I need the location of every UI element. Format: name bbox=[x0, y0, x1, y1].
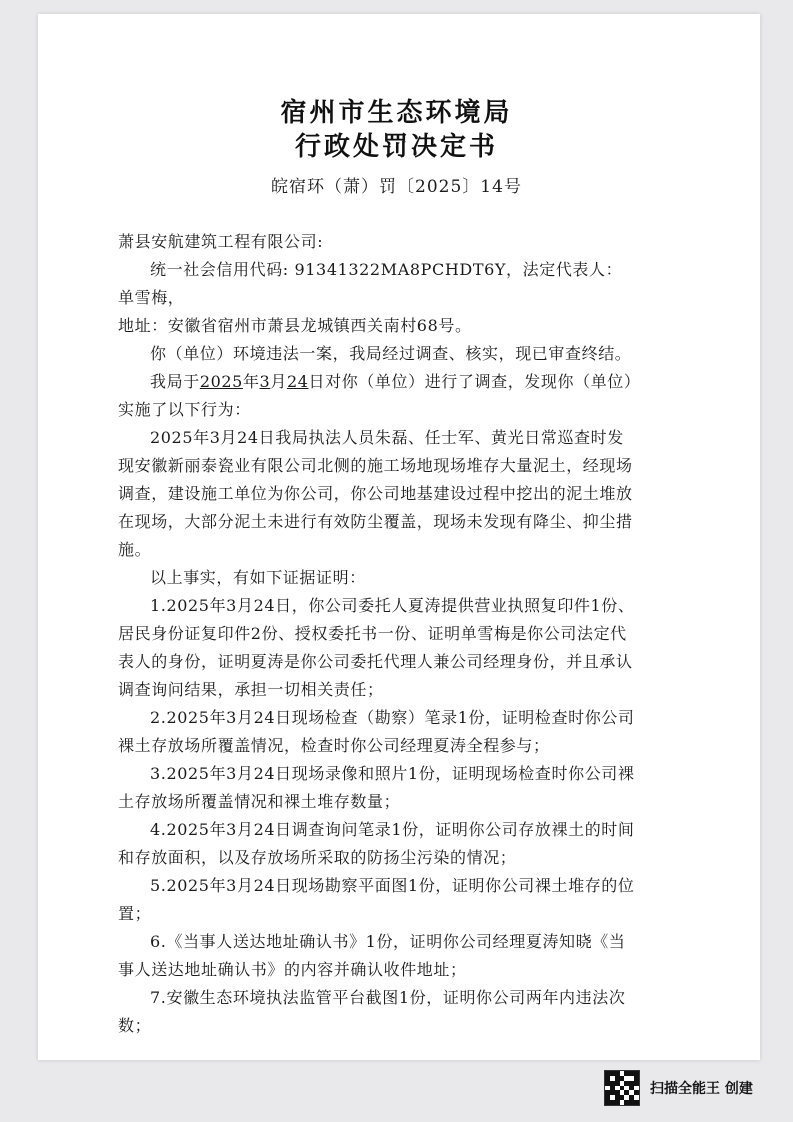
document-title-line2: 行政处罚决定书 bbox=[294, 132, 498, 162]
evidence-item: 4.2025年3月24日调查询问笔录1份，证明你公司存放裸土的时间和存放面积，以及存放场所采取的防扬尘污染的情况； bbox=[118, 820, 635, 867]
addressee: 萧县安航建筑工程有限公司: bbox=[118, 232, 324, 251]
investigation-year: 2025 bbox=[199, 372, 243, 391]
evidence-item: 7.安徽生态环境执法监管平台截图1份，证明你公司两年内违法次数； bbox=[118, 988, 626, 1035]
address-line: 地址：安徽省宿州市萧县龙城镇西关南村68号。 bbox=[118, 316, 472, 335]
evidence-item: 2.2025年3月24日现场检查（勘察）笔录1份，证明检查时你公司裸土存放场所覆盖情况，检查时你公司经理夏涛全程参与； bbox=[118, 708, 635, 755]
document-body bbox=[118, 228, 638, 1040]
investigation-day: 24 bbox=[286, 372, 309, 391]
evidence-item: 3.2025年3月24日现场录像和照片1份，证明现场检查时你公司裸土存放场所覆盖情况和裸土堆存数量； bbox=[118, 764, 635, 811]
investigation-paragraph: 我局于2025年3月24日对你（单位）进行了调查，发现你（单位）实施了以下行为： bbox=[118, 372, 633, 419]
case-intro: 你（单位）环境违法一案，我局经过调查、核实，现已审查终结。 bbox=[150, 344, 632, 363]
evidence-item: 5.2025年3月24日现场勘察平面图1份，证明你公司裸土堆存的位置； bbox=[118, 876, 635, 923]
investigation-month: 3 bbox=[259, 372, 271, 391]
credit-code-line: 统一社会信用代码: 91341322MA8PCHDT6Y，法定代表人：单雪梅， bbox=[118, 260, 623, 307]
scanner-watermark bbox=[604, 1070, 753, 1106]
document-title-line1: 宿州市生态环境局 bbox=[280, 98, 513, 128]
facts-paragraph: 2025年3月24日我局执法人员朱磊、任士军、黄光日常巡查时发现安徽新丽泰瓷业有限公司北侧的施工场地现场堆存大量泥土，经现场调查，建设施工单位为你公司，你公司地基建设过程中挖出的泥土堆放在现场，大部分泥土未进行有效防尘覆盖，现场未发现有降尘、抑尘措施。 bbox=[118, 428, 633, 559]
evidence-item: 6.《当事人送达地址确认书》1份，证明你公司经理夏涛知晓《当事人送达地址确认书》的内容并确认收件地址； bbox=[118, 932, 626, 979]
qr-code-icon bbox=[604, 1070, 640, 1106]
evidence-intro: 以上事实，有如下证据证明： bbox=[150, 568, 366, 587]
scanner-label: 扫描全能王 创建 bbox=[650, 1081, 753, 1097]
document-number: 皖宿环（萧）罚〔2025〕14号 bbox=[271, 177, 522, 197]
evidence-item: 1.2025年3月24日，你公司委托人夏涛提供营业执照复印件1份、居民身份证复印件2份、授权委托书一份、证明单雪梅是你公司法定代表人的身份，证明夏涛是你公司委托代理人兼公司经理身份，并且承认调查询问结果，承担一切相关责任； bbox=[118, 596, 635, 699]
